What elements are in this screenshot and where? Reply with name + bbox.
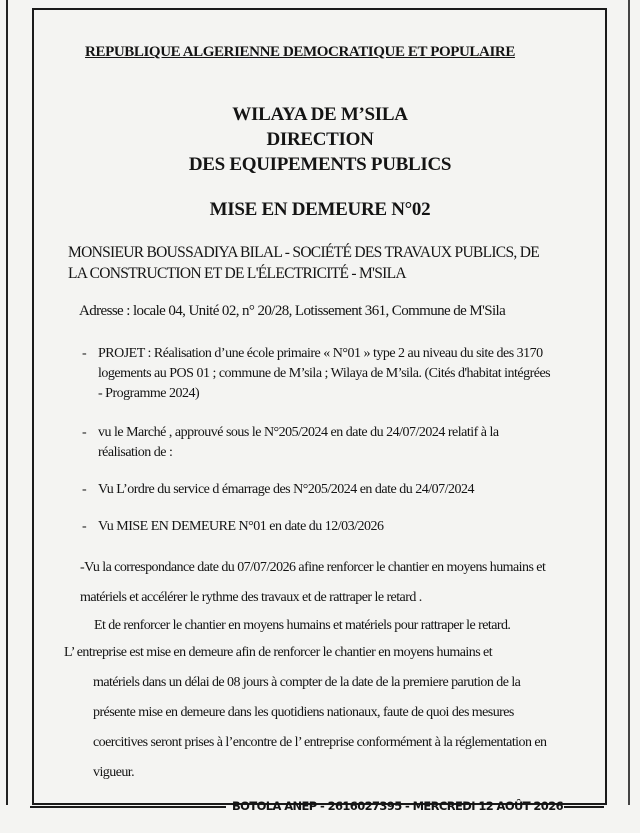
list-item-market <box>82 423 552 463</box>
list-dash: - <box>82 425 87 440</box>
republic-heading: REPUBLIQUE ALGERIENNE DEMOCRATIQUE ET POPULAIRE <box>85 44 515 60</box>
address-line: Adresse : locale 04, Unité 02, n° 20/28, Lotissement 361, Commune de M'Sila <box>79 303 506 319</box>
conclusion-first-line: L’ entreprise est mise en demeure afin de renforcer le chantier en moyens humains et <box>64 645 493 660</box>
list-item-project <box>82 344 552 404</box>
list-dash: - <box>82 482 87 497</box>
conclusion-body: matériels dans un délai de 08 jours à compter de la date de la premiere parution de la présente mise en demeure dans les quotidiens nationaux, faute de quoi des mesures coercitives seront prises à l’encontre de l’ entreprise conformément à la réglementation en vigueur. <box>93 675 547 780</box>
conclusion-paragraph <box>64 638 554 788</box>
department-heading: DES EQUIPEMENTS PUBLICS <box>188 154 452 175</box>
notice-title: MISE EN DEMEURE N°02 <box>209 199 431 220</box>
list-dash: - <box>82 519 87 534</box>
footer-rule-left <box>30 806 226 808</box>
direction-heading: DIRECTION <box>266 129 374 150</box>
correspondence-paragraph: -Vu la correspondance date du 07/07/2026 afine renforcer le chantier en moyens humains et matériels et accélérer le rythme des travaux et de rattraper le retard . <box>80 560 546 605</box>
list-item-previous-notice <box>82 517 552 537</box>
publication-footer: BOTOLA ANEP - 2616027395 - MERCREDI 12 AOÛT 2026 <box>232 799 563 813</box>
list-dash: - <box>82 346 87 361</box>
list-item-service-order <box>82 480 552 500</box>
list-item-text: Vu L’ordre du service d émarrage des N°205/2024 en date du 24/07/2024 <box>98 482 475 497</box>
reinforce-paragraph: Et de renforcer le chantier en moyens humains et matériels pour rattraper le retard. <box>94 618 511 633</box>
addressee: MONSIEUR BOUSSADIYA BILAL - SOCIÉTÉ DES TRAVAUX PUBLICS, DE LA CONSTRUCTION ET DE L'ÉLECTRICITÉ - M'SILA <box>68 244 539 282</box>
list-item-text: Vu MISE EN DEMEURE N°01 en date du 12/03/2026 <box>98 519 384 534</box>
wilaya-heading: WILAYA DE M’SILA <box>232 104 408 125</box>
list-item-text: vu le Marché , approuvé sous le N°205/2024 en date du 24/07/2024 relatif à la réalisation de : <box>98 425 499 460</box>
list-item-text: PROJET : Réalisation d’une école primaire « N°01 » type 2 au niveau du site des 3170 logements au POS 01 ; commune de M’sila ; Wilaya de M’sila. (Cités d'habitat intégrées - Programme 2024) <box>98 346 551 401</box>
footer-rule-right <box>564 806 604 808</box>
